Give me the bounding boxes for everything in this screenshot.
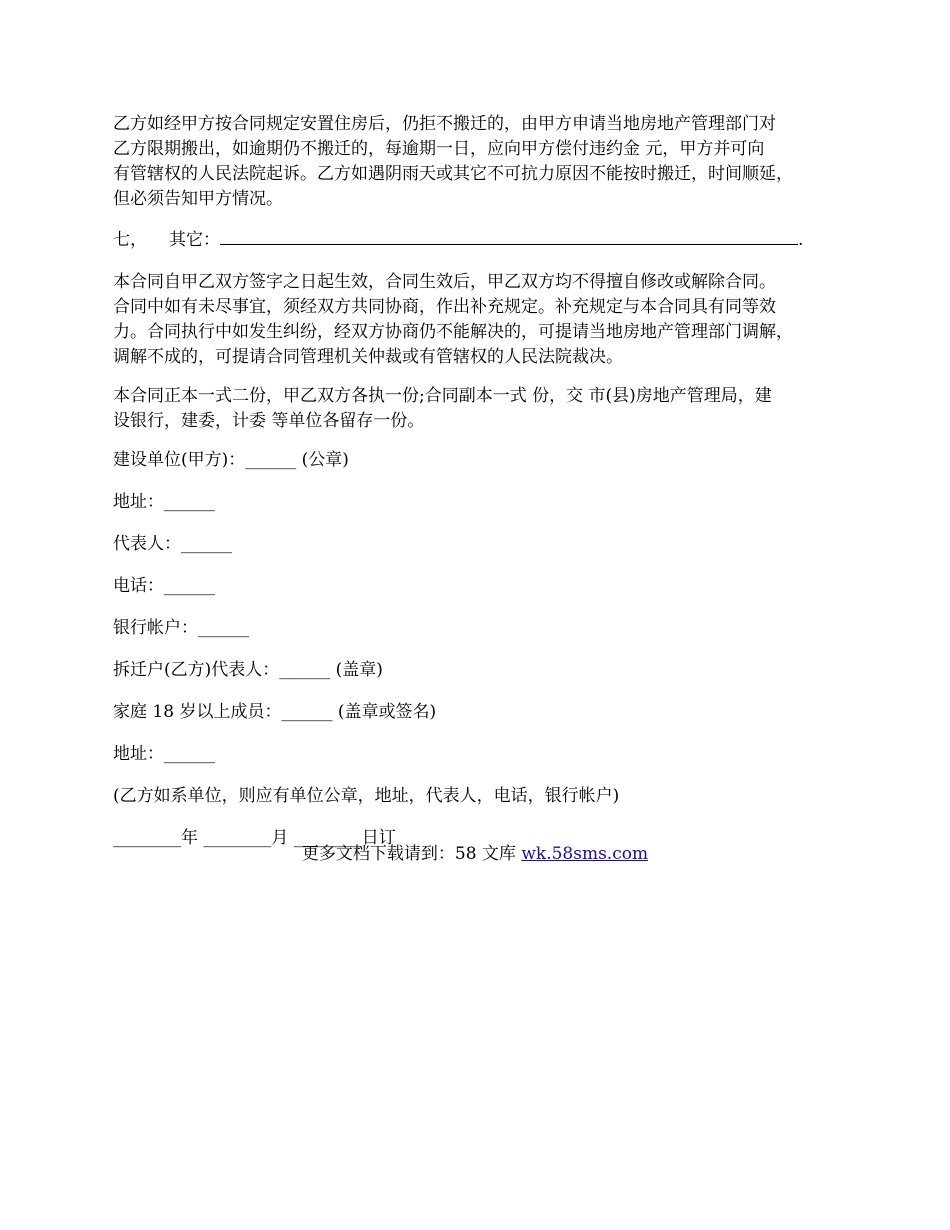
field-phone: 电话：______ — [113, 576, 215, 596]
document-body — [113, 112, 853, 868]
paragraph-line: 力。合同执行中如发生纠纷，经双方协商仍不能解决的，可提请当地房地产管理部门调解， — [113, 322, 793, 342]
field-relocatee-representative: 拆迁户(乙方)代表人：______ (盖章) — [113, 660, 383, 680]
field-builder: 建设单位(甲方)：______ (公章) — [113, 450, 349, 470]
paragraph-line: 本合同正本一式二份，甲乙双方各执一份;合同副本一式 份，交 市(县)房地产管理局，建 — [113, 386, 772, 406]
field-bank-account: 银行帐户：______ — [113, 618, 249, 638]
field-family-members: 家庭 18 岁以上成员：______ (盖章或签名) — [113, 702, 437, 722]
section-other — [113, 226, 853, 253]
footer — [0, 842, 950, 867]
field-representative: 代表人：______ — [113, 534, 232, 554]
paragraph-relocation-refusal — [113, 112, 853, 212]
section-label: 其它： — [169, 230, 220, 250]
paragraph-copies — [113, 384, 853, 434]
paragraph-line: 但必须告知甲方情况。 — [113, 189, 283, 209]
paragraph-line: 有管辖权的人民法院起诉。乙方如遇阴雨天或其它不可抗力原因不能按时搬迁，时间顺延， — [113, 164, 793, 184]
paragraph-line: 设银行，建委，计委 等单位各留存一份。 — [113, 411, 425, 431]
date-line: ________年 ________月 ________日订 — [113, 828, 396, 848]
footer-link[interactable]: wk.58sms.com — [521, 844, 649, 864]
footer-text: 更多文档下载请到：58 文库 — [301, 844, 522, 864]
paragraph-effectiveness — [113, 270, 853, 370]
section-end: . — [798, 230, 804, 250]
paragraph-line: 乙方限期搬出，如逾期仍不搬迁的，每逾期一日，应向甲方偿付违约金 元，甲方并可向 — [113, 139, 765, 159]
paragraph-line: 调解不成的，可提请合同管理机关仲裁或有管辖权的人民法院裁决。 — [113, 347, 623, 367]
field-address-party-a: 地址：______ — [113, 492, 215, 512]
field-address-party-b: 地址：______ — [113, 744, 215, 764]
paragraph-line: 本合同自甲乙双方签字之日起生效，合同生效后，甲乙双方均不得擅自修改或解除合同。 — [113, 272, 776, 292]
section-number: 七， — [113, 230, 147, 250]
paragraph-line: 合同中如有未尽事宜，须经双方共同协商，作出补充规定。补充规定与本合同具有同等效 — [113, 297, 776, 317]
note-unit-requirements: (乙方如系单位，则应有单位公章，地址，代表人，电话，银行帐户) — [113, 786, 620, 806]
fill-in-blank — [220, 226, 798, 245]
paragraph-line: 乙方如经甲方按合同规定安置住房后，仍拒不搬迁的，由甲方申请当地房地产管理部门对 — [113, 114, 776, 134]
